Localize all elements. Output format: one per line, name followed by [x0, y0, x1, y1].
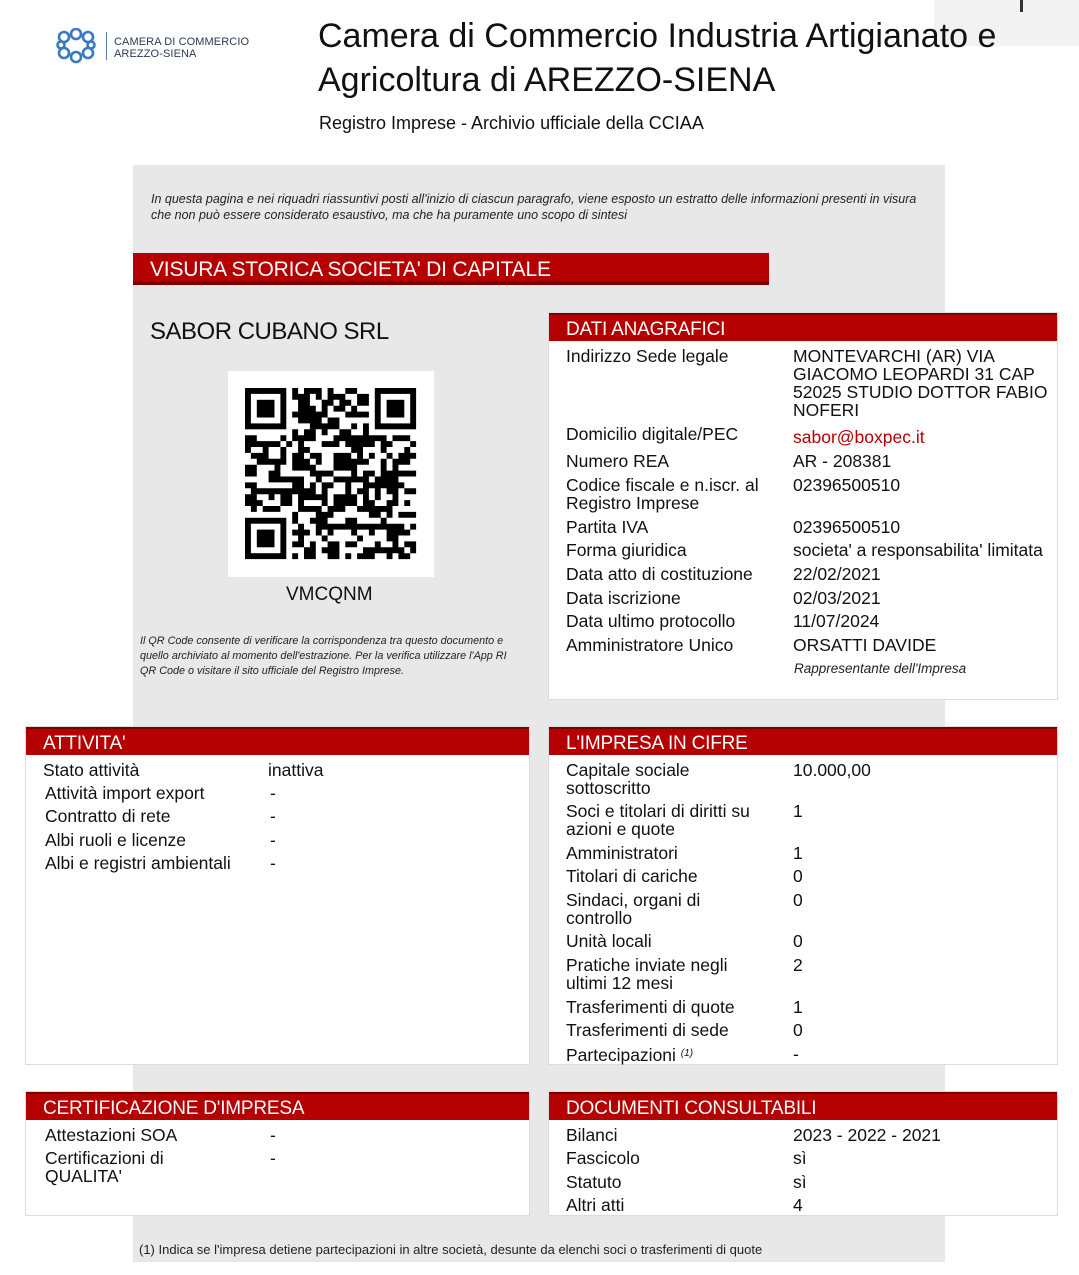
- row-label: Data atto di costituzione: [566, 564, 753, 584]
- row-label: Altri atti: [566, 1195, 625, 1215]
- row-label: Certificazioni di QUALITA': [45, 1148, 164, 1186]
- qr-code-image: [228, 371, 434, 577]
- footnote: (1) Indica se l'impresa detiene partecipazioni in altre società, desunte da elenchi soci o trasferimenti di quote: [139, 1242, 763, 1257]
- row-value: 1: [793, 801, 803, 821]
- row-value: 11/07/2024: [793, 611, 880, 631]
- row-label: Bilanci: [566, 1125, 618, 1145]
- row-value: inattiva: [268, 760, 324, 780]
- row-value: 0: [793, 1020, 803, 1040]
- company-name: SABOR CUBANO SRL: [150, 318, 389, 345]
- row-label: Contratto di rete: [45, 806, 171, 826]
- panel-header: [549, 727, 1057, 755]
- qr-finder-pattern: [248, 391, 283, 426]
- panel-certificazione: [25, 1091, 530, 1216]
- panel-title: DATI ANAGRAFICI: [566, 319, 726, 340]
- row-value: ORSATTI DAVIDE: [793, 635, 937, 655]
- row-value: MONTEVARCHI (AR) VIA GIACOMO LEOPARDI 31 CAP 52025 STUDIO DOTTOR FABIO NOFERI: [793, 346, 1048, 420]
- panel-header: [26, 1092, 529, 1120]
- row-value: 1: [793, 997, 803, 1017]
- visura-banner: [133, 253, 769, 285]
- row-label: Soci e titolari di diritti su azioni e quote: [566, 801, 750, 839]
- corner-mark: [1020, 0, 1023, 12]
- row-value: 1: [793, 843, 803, 863]
- panel-title: CERTIFICAZIONE D'IMPRESA: [43, 1098, 305, 1119]
- row-value: -: [270, 853, 276, 873]
- row-label: Pratiche inviate negli ultimi 12 mesi: [566, 955, 728, 993]
- row-label: Albi ruoli e licenze: [45, 830, 187, 850]
- row-value: -: [270, 806, 276, 826]
- row-label: Codice fiscale e n.iscr. al Registro Imprese: [566, 475, 759, 513]
- row-value: AR - 208381: [793, 451, 892, 471]
- row-label: [566, 1045, 786, 1064]
- row-value: 10.000,00: [793, 760, 871, 780]
- visura-banner-title: VISURA STORICA SOCIETA' DI CAPITALE: [150, 258, 551, 281]
- row-label: Albi e registri ambientali: [45, 853, 231, 873]
- row-value: sì: [793, 1172, 807, 1192]
- row-label: Stato attività: [43, 760, 140, 780]
- row-label: Data iscrizione: [566, 588, 681, 608]
- row-value: -: [270, 830, 276, 850]
- row-value: 2: [793, 955, 803, 975]
- page-subtitle: Registro Imprese - Archivio ufficiale della CCIAA: [319, 113, 704, 133]
- page-title: [318, 14, 996, 102]
- row-label: Trasferimenti di quote: [566, 997, 735, 1017]
- row-value: -: [270, 1125, 276, 1145]
- panel-attivita: [25, 726, 530, 1065]
- pec-link[interactable]: sabor@boxpec.it: [793, 427, 925, 447]
- row-label: Forma giuridica: [566, 540, 687, 560]
- logo-text-line2: AREZZO-SIENA: [114, 48, 197, 60]
- row-label: Unità locali: [566, 931, 652, 951]
- panel-impresa-in-cifre: [548, 726, 1058, 1065]
- row-label: Domicilio digitale/PEC: [566, 424, 739, 444]
- row-value: 0: [793, 890, 803, 910]
- row-label: Amministratore Unico: [566, 635, 734, 655]
- row-value: 0: [793, 931, 803, 951]
- panel-header: [549, 313, 1057, 341]
- qr-finder-pattern: [248, 521, 283, 556]
- rappresentante-note: Rappresentante dell'Impresa: [794, 661, 967, 676]
- row-value: -: [793, 1044, 799, 1064]
- row-label: Statuto: [566, 1172, 622, 1192]
- row-label: Data ultimo protocollo: [566, 611, 736, 631]
- row-label: Partita IVA: [566, 517, 649, 537]
- qr-finder-pattern: [378, 391, 413, 426]
- qr-code-id: VMCQNM: [286, 584, 373, 605]
- logo-text-line1: CAMERA DI COMMERCIO: [114, 36, 250, 48]
- row-label: Amministratori: [566, 843, 678, 863]
- panel-documenti: [548, 1091, 1058, 1216]
- page-title-line1: Camera di Commercio Industria Artigianato e: [318, 17, 997, 55]
- row-value: 22/02/2021: [793, 564, 881, 584]
- panel-title: L'IMPRESA IN CIFRE: [566, 733, 748, 754]
- row-label: Fascicolo: [566, 1148, 640, 1168]
- qr-note: Il QR Code consente di verificare la corrispondenza tra questo documento e quello archiviato al momento dell'estrazione. Per la verifica utilizzare l'App RI QR Code o visitare il sito ufficiale del Registro Imprese.: [140, 635, 507, 677]
- row-label: Attestazioni SOA: [45, 1125, 178, 1145]
- page-title-line2: Agricoltura di AREZZO-SIENA: [318, 61, 776, 99]
- row-label: Numero REA: [566, 451, 670, 471]
- row-label: Capitale sociale sottoscritto: [566, 760, 690, 798]
- row-value: 02396500510: [793, 517, 901, 537]
- panel-title: ATTIVITA': [43, 733, 126, 754]
- qr-code-box: [228, 371, 434, 577]
- row-value: -: [270, 1148, 276, 1168]
- panel-title: DOCUMENTI CONSULTABILI: [566, 1098, 817, 1119]
- row-label: Trasferimenti di sede: [566, 1020, 729, 1040]
- panel-dati-anagrafici: [548, 312, 1058, 700]
- row-value: 02/03/2021: [793, 588, 881, 608]
- panel-header: [549, 1092, 1057, 1120]
- row-value: 02396500510: [793, 475, 901, 495]
- panel-header: [26, 727, 529, 755]
- row-label: Indirizzo Sede legale: [566, 346, 729, 366]
- row-value: 4: [793, 1195, 803, 1215]
- row-label: Titolari di cariche: [566, 866, 698, 886]
- row-value: societa' a responsabilita' limitata: [793, 540, 1043, 560]
- row-value: 0: [793, 866, 803, 886]
- row-label: Attività import export: [45, 783, 205, 803]
- logo-separator: [106, 32, 107, 60]
- cciaa-logo: [56, 26, 256, 66]
- footnote-marker: (1): [680, 1048, 694, 1059]
- row-value: 2023 - 2022 - 2021: [793, 1125, 941, 1145]
- row-value: sì: [793, 1148, 807, 1168]
- row-label: Sindaci, organi di controllo: [566, 890, 701, 928]
- intro-text: In questa pagina e nei riquadri riassuntivi posti all'inizio di ciascun paragrafo, viene esposto un estratto delle informazioni presenti in visura che non può essere considerato esaustivo, ma che ha puramente uno scopo di sintesi: [151, 192, 917, 222]
- cciaa-logo-icon: [56, 28, 96, 64]
- row-value: -: [270, 783, 276, 803]
- row-label-text: Partecipazioni: [566, 1045, 676, 1065]
